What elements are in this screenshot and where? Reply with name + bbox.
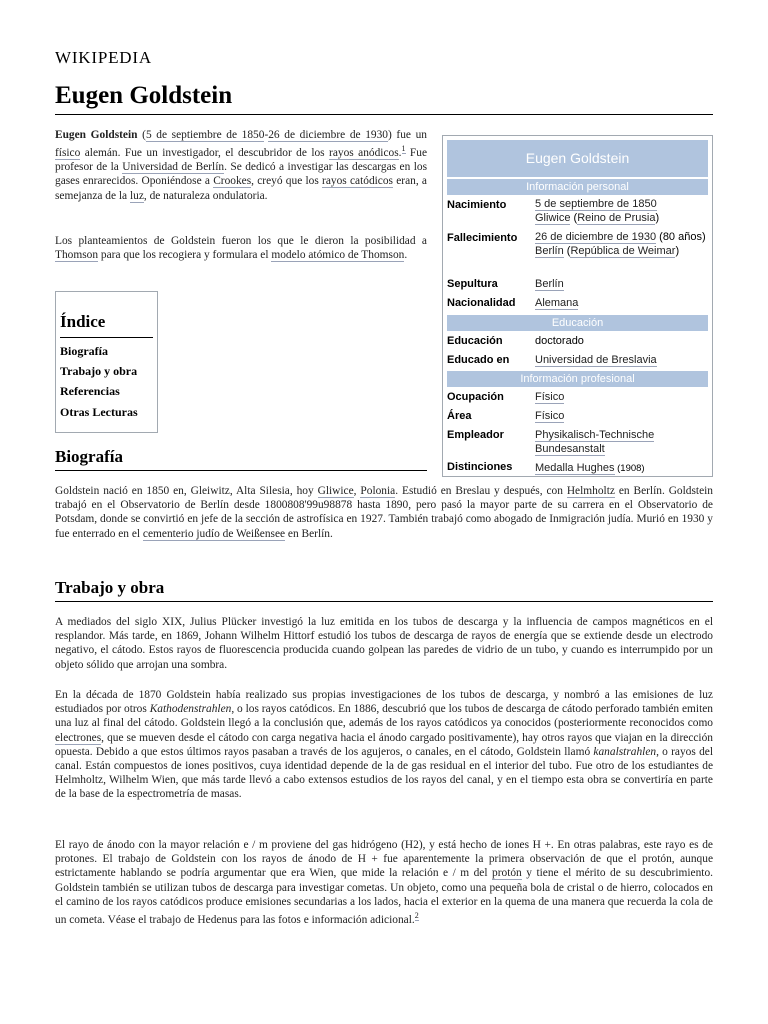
trabajo-paragraph-3 [55, 838, 713, 927]
infobox-label-distinciones: Distinciones [447, 461, 513, 473]
text: Fue profesor de la [55, 147, 428, 174]
link-polonia[interactable]: Polonia [360, 485, 396, 497]
toc-title: Índice [60, 312, 106, 331]
text: , o rayos del canal. Están compuestos de iones positivos, cuya identidad depende de la de gas residual en el interior del tubo. Fue otro de los estudiantes de Helmholtz, Wilhelm Wien, que más tarde llevó a cabo extensos estudios de los rayos del canal, y en el tiempo esta obra se convertiría en parte de la base de la espectrometría de masas. [55, 745, 713, 801]
reference-1[interactable]: 1 [401, 144, 406, 154]
text: ) fue un [388, 129, 427, 141]
text: . [404, 249, 408, 262]
infobox-label-educado-en: Educado en [447, 354, 510, 366]
link-modelo-atomico[interactable]: modelo atómico de Thomson [271, 249, 405, 262]
section-divider [55, 601, 713, 602]
text: en Berlín. [285, 527, 333, 540]
link-death-date[interactable]: 26 de diciembre de 1930 [535, 231, 657, 243]
infobox-value-nacimiento [535, 197, 710, 225]
infobox-value-area [535, 409, 710, 423]
section-heading-biografia: Biografía [55, 447, 123, 466]
text: kanalstrahlen [593, 745, 657, 758]
infobox-value-nacionalidad [535, 296, 710, 310]
text: , o los rayos catódicos. En 1886, descubrió que los tubos de descarga de cátodo perforado también emiten una luz al final del cátodo. Goldstein llegó a la conclusión que, además de los rayos catódicos ya conocidos (posteriormente reconocidos como [55, 703, 713, 730]
text: eran, a semejanza de la [55, 175, 427, 202]
toc-divider [60, 337, 153, 338]
text: , creyó que los [251, 175, 323, 188]
infobox [442, 135, 713, 477]
text: (80 años) [656, 231, 706, 243]
text: . Estudió en Breslau y después, con [395, 485, 567, 497]
link-republica-weimar[interactable]: República de Weimar [570, 245, 676, 257]
table-of-contents [55, 291, 158, 433]
link-electrones[interactable]: electrones [55, 731, 102, 744]
link-rayos-catodicos[interactable]: rayos catódicos [322, 175, 393, 188]
intro-paragraph-2 [55, 234, 427, 262]
section-divider [55, 470, 427, 471]
section-heading-trabajo: Trabajo y obra [55, 578, 165, 597]
link-birth-date[interactable]: 5 de septiembre de 1850 [145, 129, 265, 141]
link-ptb[interactable]: Physikalisch-Technische Bundesanstalt [535, 429, 655, 455]
text: en Berlín. Goldstein trabajó en el Observatorio de Berlín desde 1800808'99u98878 hasta 1890, pero pasó la mayor parte de su carrera en el Observatorio de Potsdam, donde se convirtió en jefe de la sección de astrofísica en 1927. También trabajó como abogado de Inmigración judía. Murió en 1930 y fue enterrado en el [55, 485, 713, 540]
infobox-value-empleador [535, 428, 670, 456]
link-thomson[interactable]: Thomson [55, 249, 99, 262]
infobox-value-educacion: doctorado [535, 335, 584, 347]
link-proton[interactable]: protón [492, 867, 522, 880]
infobox-label-empleador: Empleador [447, 429, 504, 441]
link-luz[interactable]: luz [129, 189, 144, 202]
infobox-value-sepultura [535, 277, 710, 291]
text: (1908) [614, 463, 645, 474]
link-berlin[interactable]: Berlín [535, 245, 564, 257]
infobox-value-distinciones [535, 461, 710, 476]
infobox-title: Eugen Goldstein [447, 140, 708, 177]
text: . Se dedicó a investigar las descargas en los gases enrarecidos. Oponiéndose a [55, 161, 428, 188]
link-fisico[interactable]: Físico [535, 391, 565, 403]
link-universidad-berlin[interactable]: Universidad de Berlín [122, 161, 225, 174]
text: El rayo de ánodo con la mayor relación e / m proviene del gas hidrógeno (H2), y está hecho de iones H +. En otras palabras, este rayo es de protones. El trabajo de Goldstein con los rayos de ánodo de H + fue aparentemente la primera observación de que el protón, aunque estrictamente hablando se podría argumentar que era Wien, que mide la relación e / m del [55, 839, 713, 880]
link-gliwice[interactable]: Gliwice [317, 485, 354, 497]
text: ) [675, 245, 680, 257]
link-alemana[interactable]: Alemana [535, 297, 579, 309]
wikipedia-logo[interactable]: WIKIPEDIA [55, 48, 152, 67]
text: para que los recogiera y formulara el [98, 249, 272, 262]
page-title: Eugen Goldstein [55, 82, 233, 109]
infobox-section-profesional: Información profesional [447, 371, 708, 387]
link-cementerio[interactable]: cementerio judío de Weißensee [142, 527, 286, 540]
link-reino-prusia[interactable]: Reino de Prusia [577, 212, 656, 224]
infobox-label-sepultura: Sepultura [447, 278, 498, 290]
infobox-label-ocupacion: Ocupación [447, 391, 504, 403]
link-helmholtz[interactable]: Helmholtz [566, 485, 615, 497]
trabajo-paragraph-1: A mediados del siglo XIX, Julius Plücker investigó la luz emitida en los tubos de descarga y la influencia de campos magnéticos en el resplandor. Más tarde, en 1869, Johann Wilhelm Hittorf estudió los tubos de descarga de rayos de energía que se extiende desde un electrodo negativo, el cátodo. Estos rayos de fluorescencia producida cuando golpean las paredes de vidrio de un tubo, y cuando es interrumpido por un objeto sólido que arrojan una sombra. [55, 616, 713, 671]
trabajo-paragraph-2 [55, 688, 713, 802]
link-rayos-anodicos[interactable]: rayos anódicos [329, 147, 399, 159]
infobox-section-personal: Información personal [447, 179, 708, 195]
text: Los planteamientos de Goldstein fueron los que le dieron la posibilidad a [55, 235, 427, 247]
intro-paragraph [55, 128, 427, 203]
link-crookes[interactable]: Crookes [213, 175, 252, 188]
text: y tiene el mérito de su descubrimiento. Goldstein también se utilizan tubos de descarga para investigar cometas. Un objeto, como una pequeña bola de cristal o de hierro, colocados en el camino de los rayos catódicos produce emisiones secundarias a los lados, hacia el exterior en la quema de una manera que recuerda la cola de un cometa. Véase el trabajo de Hedenus para las fotos e información adicional. [55, 867, 713, 926]
link-gliwice[interactable]: Gliwice [535, 212, 571, 224]
link-death-date[interactable]: 26 de diciembre de 1930 [268, 129, 388, 141]
infobox-section-educacion: Educación [447, 315, 708, 331]
toc-item-referencias[interactable]: Referencias [60, 384, 120, 398]
infobox-label-educacion: Educación [447, 335, 503, 347]
toc-item-trabajo[interactable]: Trabajo y obra [60, 364, 138, 378]
text: Goldstein nació en 1850 en, Gleiwitz, Alta Silesia, hoy [55, 485, 318, 497]
infobox-value-ocupacion [535, 390, 710, 404]
infobox-label-fallecimiento: Fallecimiento [447, 232, 518, 244]
infobox-value-educado-en [535, 353, 710, 367]
text: . [398, 147, 402, 159]
text: , que se mueven desde el cátodo con carga negativa hacia el ánodo cargado positivamente), hay otros rayos que viajan en la dirección opuesta. Debido a que estos últimos rayos pasaban a través de los agujeros, o canales, en el cátodo, Goldstein llamó [55, 731, 713, 758]
infobox-label-area: Área [447, 410, 472, 422]
text: En la década de 1870 Goldstein había realizado sus propias investigaciones de los tubos de descarga, y nombró a las emisiones de luz estudiados por otros [55, 689, 713, 716]
link-fisico[interactable]: físico [55, 147, 81, 159]
text: , [353, 485, 361, 497]
text: ) [655, 212, 660, 224]
infobox-value-fallecimiento [535, 230, 710, 258]
text: alemán. Fue un investigador, el descubridor de los [80, 147, 330, 159]
link-medalla-hughes[interactable]: Medalla Hughes [535, 462, 615, 474]
toc-item-biografia[interactable]: Biografía [60, 344, 108, 358]
link-birth-date[interactable]: 5 de septiembre de 1850 [535, 198, 657, 210]
text: ( [137, 129, 146, 141]
text: - [264, 129, 269, 141]
text: Kathodenstrahlen [149, 703, 232, 716]
link-universidad-breslavia[interactable]: Universidad de Breslavia [535, 354, 657, 366]
subject-name: Eugen Goldstein [55, 129, 138, 141]
text: ( [563, 245, 571, 257]
link-fisico[interactable]: Físico [535, 410, 565, 422]
text: ( [570, 212, 578, 224]
infobox-label-nacionalidad: Nacionalidad [447, 297, 516, 309]
biografia-paragraph [55, 484, 713, 541]
reference-2[interactable]: 2 [414, 911, 419, 921]
text: , de naturaleza ondulatoria. [143, 189, 268, 202]
title-divider [55, 114, 713, 115]
infobox-label-nacimiento: Nacimiento [447, 199, 507, 211]
toc-item-otras-lecturas[interactable]: Otras Lecturas [60, 405, 138, 419]
link-berlin[interactable]: Berlín [535, 278, 564, 290]
